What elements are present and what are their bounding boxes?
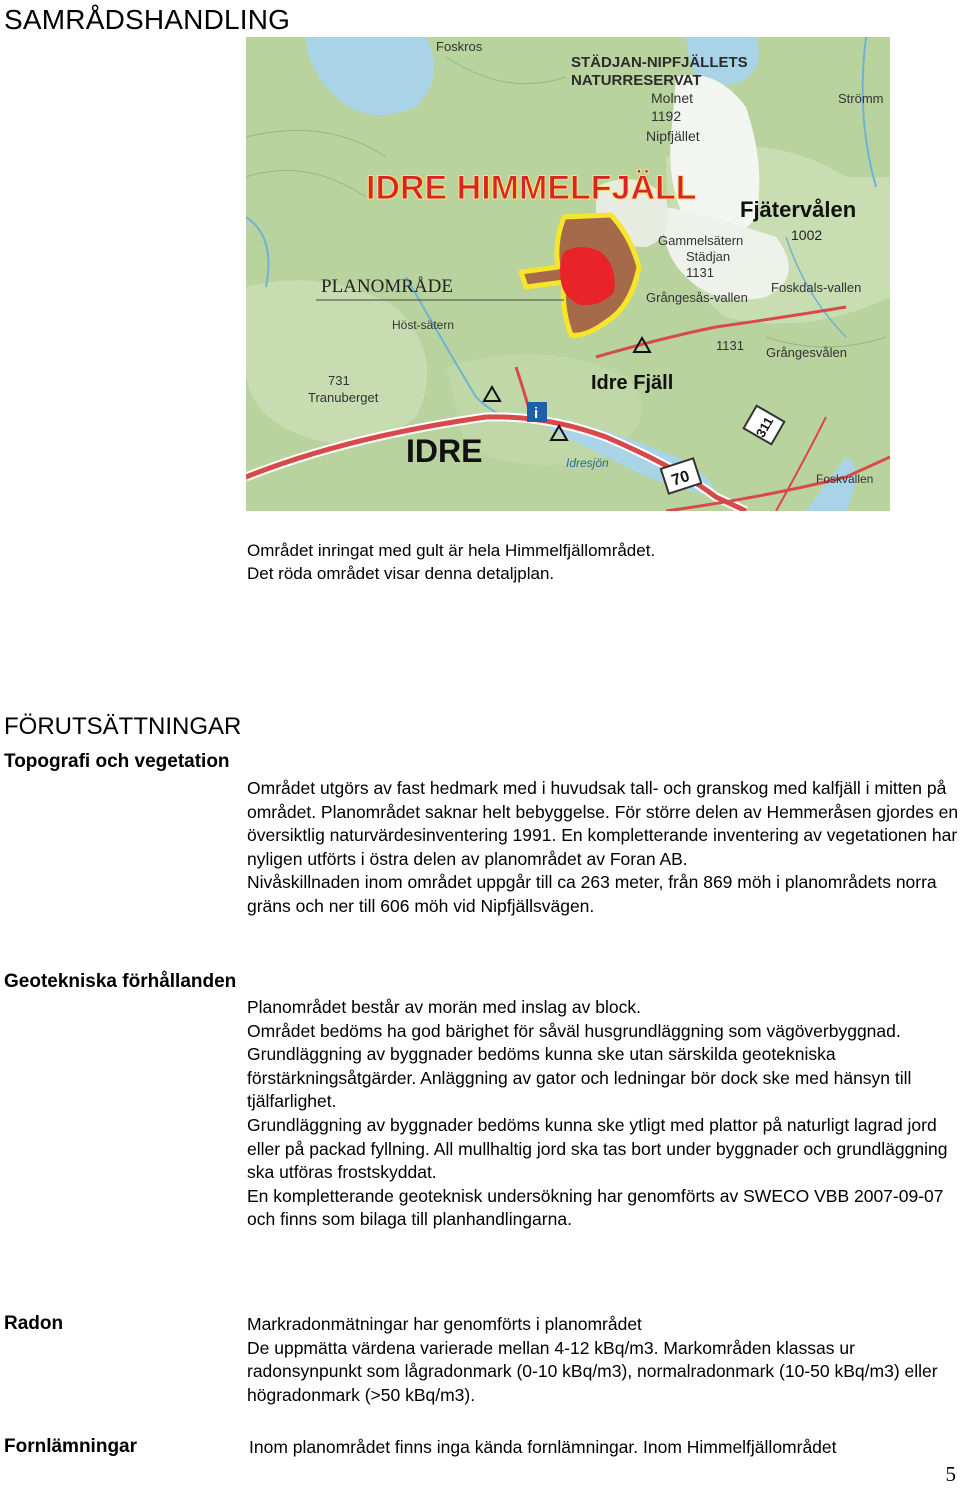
svg-text:IDRE: IDRE bbox=[406, 433, 483, 469]
svg-text:i: i bbox=[534, 405, 539, 422]
page-number: 5 bbox=[945, 1462, 956, 1486]
svg-text:1192: 1192 bbox=[651, 108, 682, 124]
svg-text:731: 731 bbox=[328, 373, 350, 388]
svg-text:Grångesvålen: Grångesvålen bbox=[766, 345, 847, 360]
radon-paragraph-2: De uppmätta värdena varierade mellan 4-12 kBq/m3. Markområden klassas ur radonsynpunkt som lågradonmark (0-10 kBq/m3), normalradonmark (10-50 kBq/m3) eller högradonmark (>50 kBq/m3). bbox=[247, 1337, 938, 1405]
document-header: SAMRÅDSHANDLING bbox=[4, 4, 291, 35]
geoteknik-text bbox=[247, 996, 960, 1232]
svg-text:1131: 1131 bbox=[686, 265, 714, 280]
map-caption-line2: Det röda området visar denna detaljplan. bbox=[247, 564, 555, 583]
svg-text:Nipfjället: Nipfjället bbox=[646, 128, 700, 144]
svg-text:Fjätervålen: Fjätervålen bbox=[740, 197, 857, 222]
svg-text:Foskros: Foskros bbox=[436, 39, 483, 54]
svg-text:Tranuberget: Tranuberget bbox=[308, 390, 379, 405]
svg-text:Idresjön: Idresjön bbox=[566, 456, 609, 470]
svg-text:Gammelsätern: Gammelsätern bbox=[658, 233, 744, 248]
svg-text:70: 70 bbox=[669, 467, 692, 490]
radon-heading: Radon bbox=[4, 1313, 64, 1334]
svg-text:Höst-sätern: Höst-sätern bbox=[392, 318, 455, 332]
topografi-paragraph-1: Området utgörs av fast hedmark med i huvudsak tall- och granskog med kalfjäll i mitten på området. Planområdet saknar helt bebyggelse. För större delen av Hemmeråsen gjordes en översiktlig naturvärdesinventering 1991. En kompletterande inventering av vegetationen har nyligen utförts i östra delen av planområdet av Foran AB. bbox=[247, 778, 959, 869]
radon-paragraph-1: Markradonmätningar har genomförts i planområdet bbox=[247, 1314, 642, 1334]
svg-text:Foskvallen: Foskvallen bbox=[816, 472, 874, 486]
section-heading: FÖRUTSÄTTNINGAR bbox=[4, 713, 242, 740]
svg-text:Foskdals-vallen: Foskdals-vallen bbox=[771, 280, 862, 295]
fornlamningar-heading: Fornlämningar bbox=[4, 1436, 138, 1457]
topografi-paragraph-2: Nivåskillnaden inom området uppgår till ca 263 meter, från 869 möh i planområdets norra gräns och ner till 606 möh vid Nipfjällsvägen. bbox=[247, 872, 937, 916]
area-map bbox=[246, 37, 890, 511]
svg-text:IDRE HIMMELFJÄLL: IDRE HIMMELFJÄLL bbox=[366, 169, 697, 207]
svg-text:Molnet: Molnet bbox=[651, 90, 694, 106]
svg-text:Grångesås-vallen: Grångesås-vallen bbox=[646, 290, 748, 305]
svg-text:1131: 1131 bbox=[716, 338, 744, 353]
geoteknik-paragraph-2: Området bedöms ha god bärighet för såväl husgrundläggning som vägöverbyggnad. Grundläggning av byggnader bedöms kunna ske utan särskilda geotekniska förstärkningsåtgärder. Anläggning av gator och ledningar bör dock ske med hänsyn till tjälfarlighet. bbox=[247, 1020, 912, 1112]
fornlamningar-text bbox=[249, 1436, 960, 1460]
svg-text:1002: 1002 bbox=[791, 227, 823, 243]
geoteknik-paragraph-3: Grundläggning av byggnader bedöms kunna ske ytligt med plattor på naturligt lagrad jord eller på packad fyllning. All mullhaltig jord ska tas bort under byggnader och grundläggning ska utföras frostskyddat. bbox=[247, 1114, 948, 1183]
geoteknik-paragraph-4: En kompletterande geoteknisk undersökning har genomförts av SWECO VBB 2007-09-07 och finns som bilaga till planhandlingarna. bbox=[247, 1185, 944, 1230]
svg-text:Idre Fjäll: Idre Fjäll bbox=[591, 372, 674, 394]
svg-text:STÄDJAN-NIPFJÄLLETS: STÄDJAN-NIPFJÄLLETS bbox=[571, 54, 748, 71]
map-graphic bbox=[246, 37, 890, 511]
geoteknik-paragraph-1: Planområdet består av morän med inslag av block. bbox=[247, 997, 641, 1017]
map-caption-line1: Området inringat med gult är hela Himmelfjällområdet. bbox=[247, 541, 656, 560]
svg-text:NATURRESERVAT: NATURRESERVAT bbox=[571, 72, 702, 89]
svg-text:PLANOMRÅDE: PLANOMRÅDE bbox=[321, 276, 453, 297]
topografi-text bbox=[247, 777, 960, 919]
svg-text:311: 311 bbox=[752, 414, 777, 440]
topografi-heading: Topografi och vegetation bbox=[4, 751, 230, 772]
svg-text:Strömm: Strömm bbox=[838, 91, 884, 106]
radon-text bbox=[247, 1313, 960, 1407]
fornlamningar-paragraph-1: Inom planområdet finns inga kända fornlämningar. Inom Himmelfjällområdet bbox=[249, 1437, 837, 1457]
svg-text:Städjan: Städjan bbox=[686, 249, 731, 264]
geoteknik-heading: Geotekniska förhållanden bbox=[4, 971, 237, 992]
